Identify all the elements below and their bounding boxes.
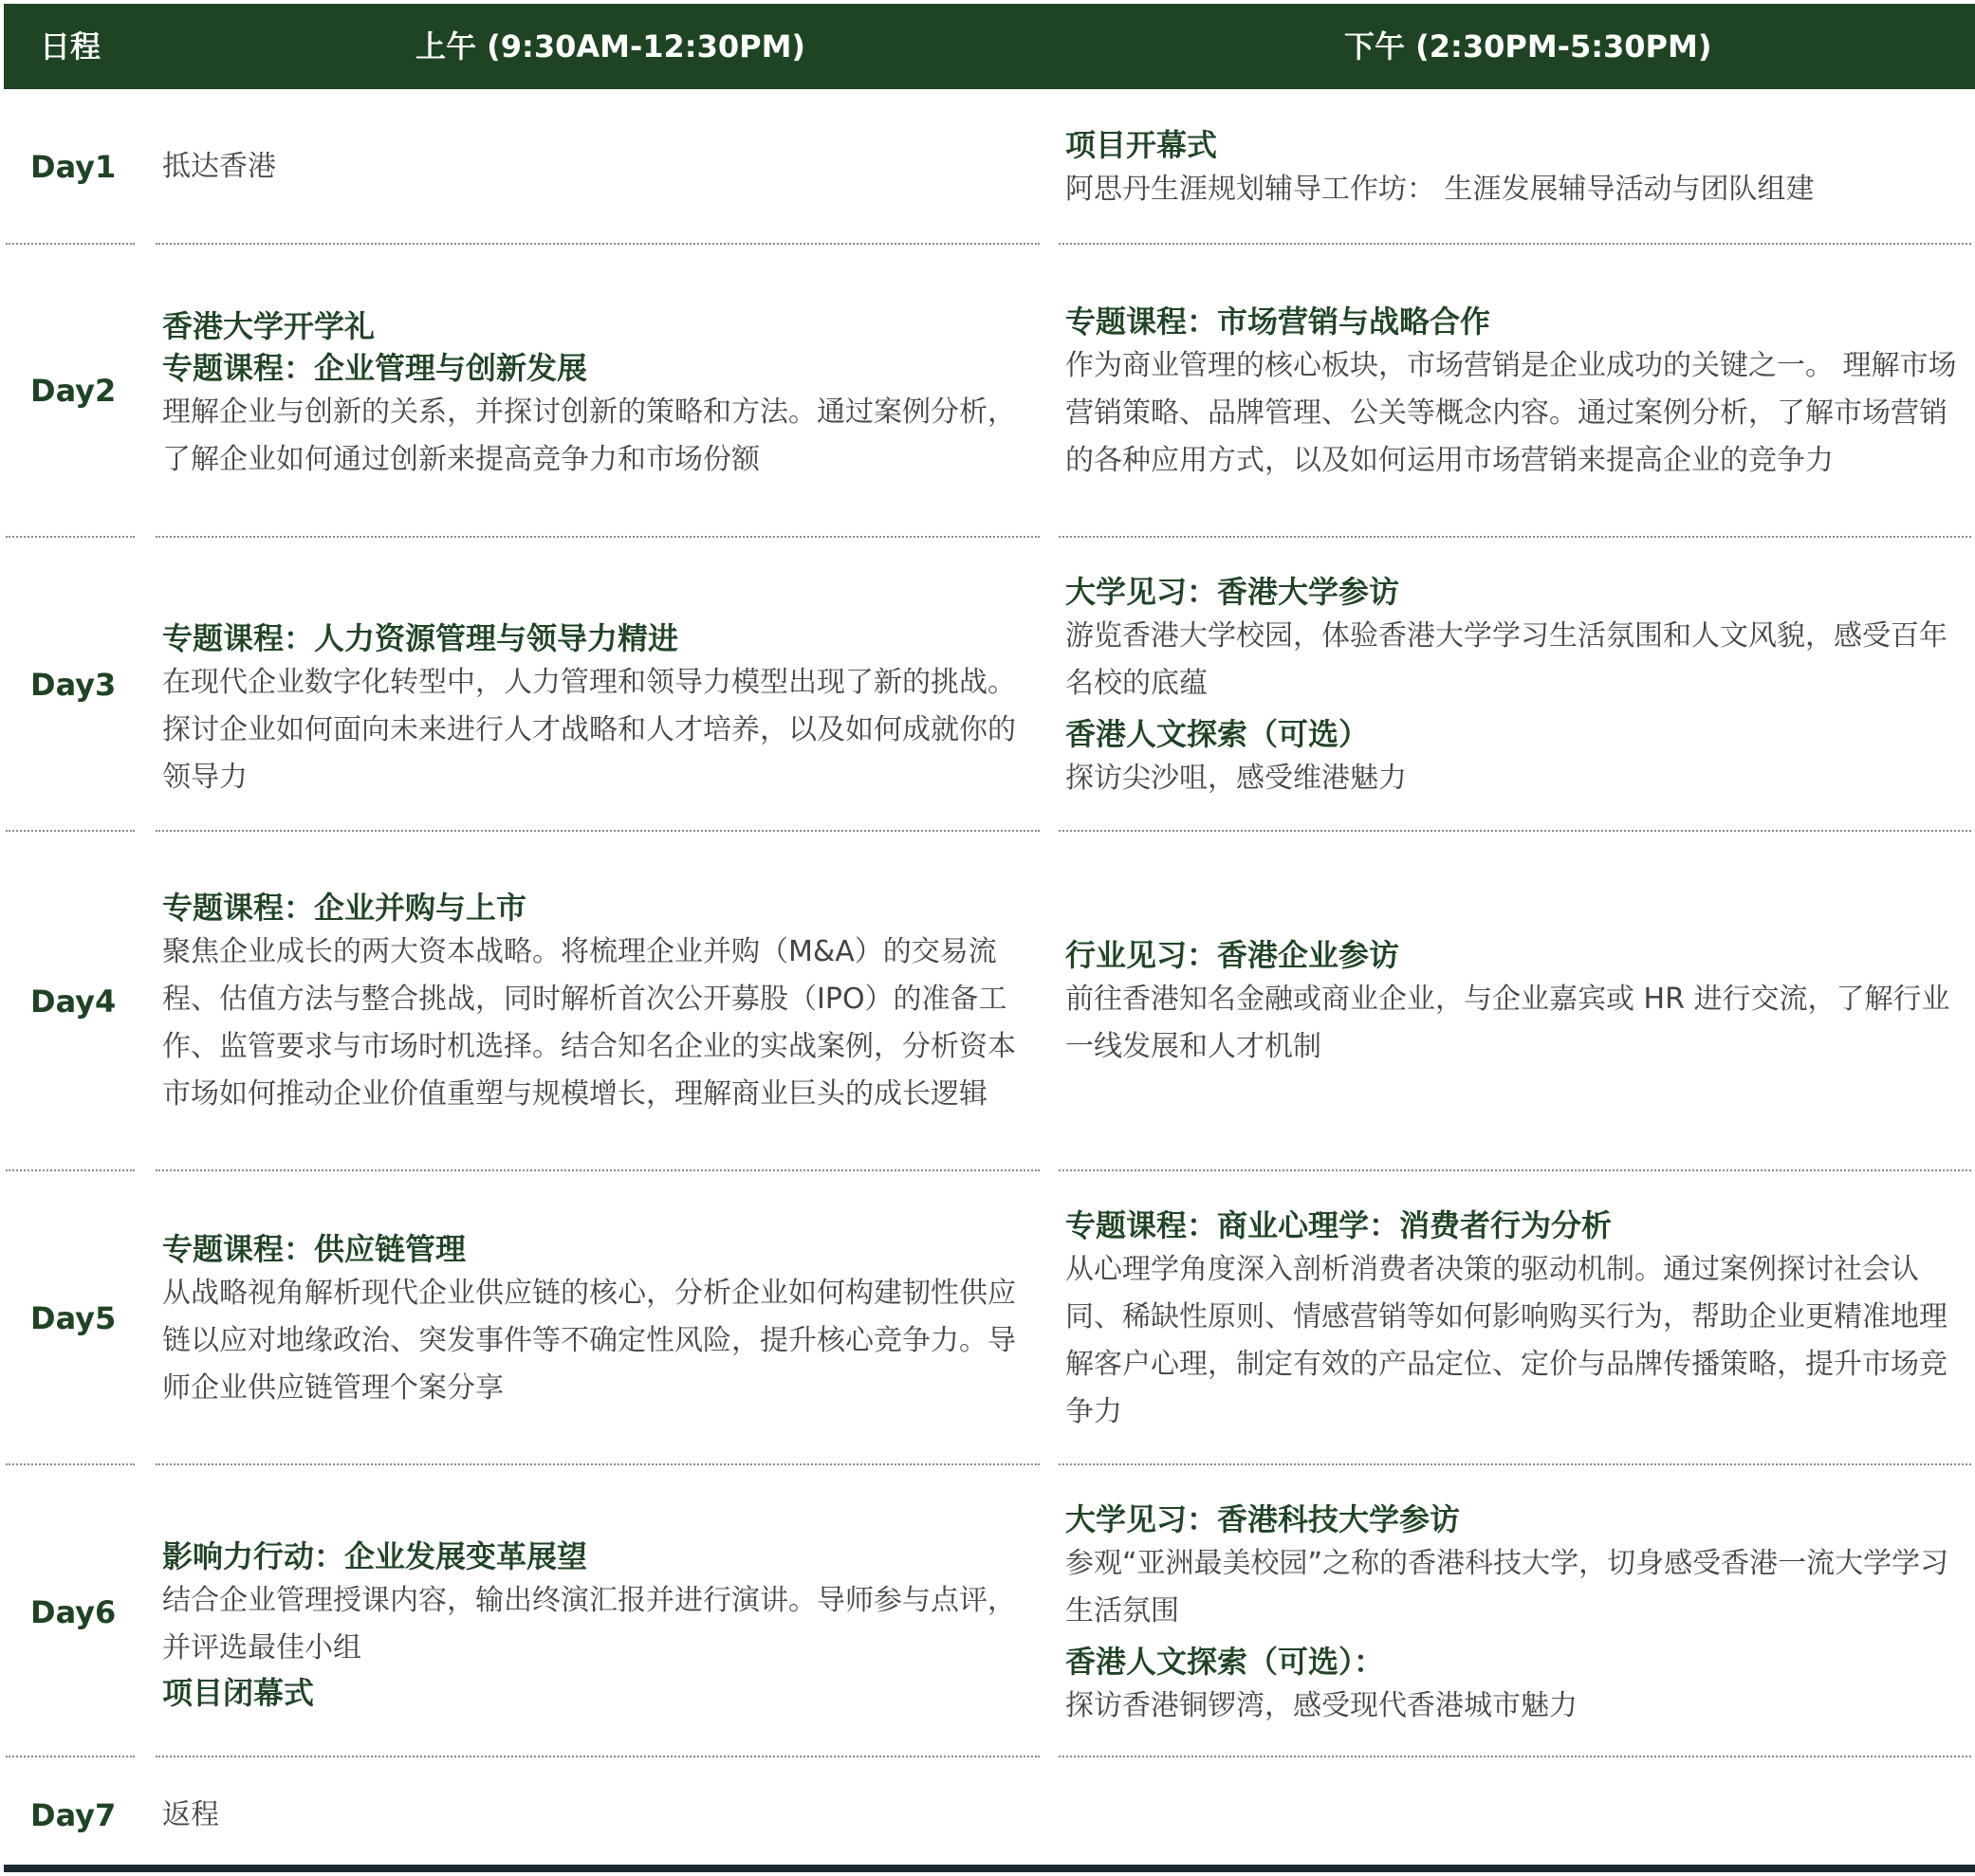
table-bottom-border [4,1865,1975,1872]
morning-title: 香港大学开学礼 [162,308,376,344]
row-divider [156,536,1040,538]
morning-cell [162,143,1031,191]
morning-description: 聚焦企业成长的两大资本战略。将梳理企业并购（M&A）的交易流程、估值方法与整合挑战，同时解析首次公开募股（IPO）的准备工作、监管要求与市场时机选择。结合知名企业的实战案例，分析资本市场如何推动企业价值重塑与规模增长，理解商业巨头的成长逻辑 [162,935,1016,1111]
afternoon-cell [1065,934,1957,1071]
morning-cell [162,305,1031,484]
row-divider [156,1756,1040,1757]
row-divider [1059,243,1971,245]
morning-cell [162,1228,1031,1412]
afternoon-title: 行业见习：香港企业参访 [1065,937,1400,973]
row-divider [6,536,135,538]
afternoon-cell [1065,301,1957,485]
day-label: Day5 [30,1300,117,1336]
day-label: Day3 [30,667,117,703]
afternoon-description: 参观“亚洲最美校园”之称的香港科技大学，切身感受香港一流大学学习生活氛围 [1065,1547,1949,1628]
row-divider [6,1169,135,1171]
afternoon-cell [1065,124,1957,213]
row-divider [1059,1169,1971,1171]
morning-description: 从战略视角解析现代企业供应链的核心，分析企业如何构建韧性供应链以应对地缘政治、突发事件等不确定性风险，提升核心竞争力。导师企业供应链管理个案分享 [162,1277,1016,1405]
morning-title: 专题课程：企业并购与上市 [162,890,527,926]
morning-cell [162,1792,1031,1839]
row-divider [156,1463,1040,1465]
afternoon-title: 大学见习：香港科技大学参访 [1065,1501,1461,1537]
afternoon-title: 专题课程：商业心理学：消费者行为分析 [1065,1207,1613,1243]
afternoon-title: 项目开幕式 [1065,127,1218,163]
afternoon-cell [1065,571,1957,802]
row-divider [1059,536,1971,538]
header-morning-column: 上午 (9:30AM-12:30PM) [415,28,806,64]
day-label: Day2 [30,373,117,409]
afternoon-optional-title: 香港人文探索（可选）： [1065,1644,1385,1680]
afternoon-description: 前往香港知名金融或商业企业，与企业嘉宾或 HR 进行交流，了解行业一线发展和人才机制 [1065,983,1950,1063]
afternoon-description: 游览香港大学校园，体验香港大学学习生活氛围和人文风貌，感受百年名校的底蕴 [1065,619,1947,700]
morning-title: 专题课程：供应链管理 [162,1231,467,1267]
day-label: Day1 [30,149,117,185]
afternoon-description: 作为商业管理的核心板块，市场营销是企业成功的关键之一。 理解市场营销策略、品牌管理、公关等概念内容。通过案例分析，了解市场营销的各种应用方式，以及如何运用市场营销来提高企业的竞争力 [1065,349,1957,477]
row-divider [1059,1756,1971,1757]
morning-cell [162,617,1031,801]
row-divider [156,243,1040,245]
morning-title: 专题课程：人力资源管理与领导力精进 [162,620,679,656]
afternoon-title: 专题课程：市场营销与战略合作 [1065,303,1491,340]
morning-closing-title: 项目闭幕式 [162,1675,315,1711]
morning-description: 结合企业管理授课内容，输出终演汇报并进行演讲。导师参与点评，并评选最佳小组 [162,1584,1016,1664]
day-label: Day6 [30,1594,117,1630]
afternoon-description: 阿思丹生涯规划辅导工作坊： 生涯发展辅导活动与团队组建 [1065,173,1815,206]
row-divider [6,830,135,832]
morning-description: 理解企业与创新的关系，并探讨创新的策略和方法。通过案例分析，了解企业如何通过创新来提高竞争力和市场份额 [162,395,1016,476]
afternoon-description: 从心理学角度深入剖析消费者决策的驱动机制。通过案例探讨社会认同、稀缺性原则、情感营销等如何影响购买行为，帮助企业更精准地理解客户心理，制定有效的产品定位、定价与品牌传播策略，提升市场竞争力 [1065,1253,1947,1428]
morning-cell [162,1536,1031,1714]
row-divider [6,1756,135,1757]
morning-text: 返程 [162,1798,219,1831]
row-divider [6,243,135,245]
morning-cell [162,887,1031,1118]
afternoon-optional-title: 香港人文探索（可选） [1065,716,1370,752]
day-label: Day4 [30,984,117,1020]
afternoon-cell [1065,1205,1957,1436]
header-afternoon-column: 下午 (2:30PM-5:30PM) [1344,28,1712,64]
afternoon-title: 大学见习：香港大学参访 [1065,574,1400,610]
row-divider [156,1169,1040,1171]
afternoon-optional-description: 探访尖沙咀，感受维港魅力 [1065,762,1407,795]
afternoon-optional-description: 探访香港铜锣湾，感受现代香港城市魅力 [1065,1689,1578,1722]
row-divider [156,830,1040,832]
day-label: Day7 [30,1797,117,1833]
row-divider [1059,830,1971,832]
morning-subtitle: 专题课程：企业管理与创新发展 [162,350,588,386]
row-divider [1059,1463,1971,1465]
schedule-header [4,4,1975,89]
afternoon-cell [1065,1499,1957,1730]
header-day-column: 日程 [40,28,102,64]
morning-text: 抵达香港 [162,150,276,183]
morning-description: 在现代企业数字化转型中，人力管理和领导力模型出现了新的挑战。探讨企业如何面向未来进行人才战略和人才培养，以及如何成就你的领导力 [162,666,1016,794]
row-divider [6,1463,135,1465]
morning-title: 影响力行动：企业发展变革展望 [162,1538,588,1574]
